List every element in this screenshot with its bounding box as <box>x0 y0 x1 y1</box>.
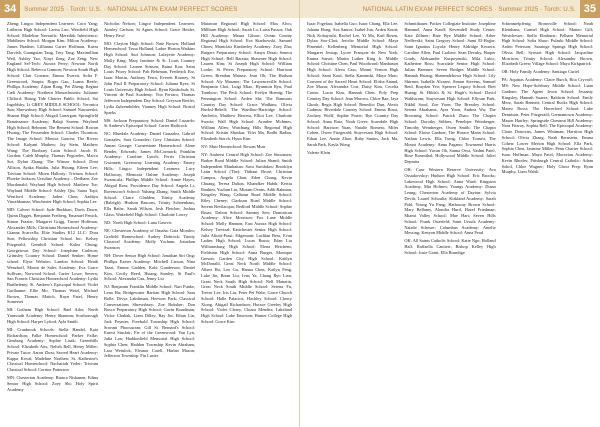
entry-paragraph: Zheng; Lingco Independent Learners: Coco Yang; Littleton High School: Larisa Luo; Westfield High School: Madeline Navratils; Meredith Inheritence; Middlesex School: Morgan Kim; Milton Academy: James Bradner, Lillianna Carter Hoffman, Kaera Darvish, Guangxian Tang, Trey Tang, Maximillian Weil, Ashley Yao, Xinyi Zeng, Zoe Zeng; New England Sel-Tech: Aurora Perry; Newton North High School: Rebecca Gannon; Newton South High School: Clair Corrane, Emma Everett, Sofia F. Greenwood, Soupir; Roger Gao, Luana Reefe; Phillips Academy: Zijian Rong, Pei Zheng; Regina Cæli Academy: Northern Massachusetts: Julianne Clifford; Rising Tide Charter Public School; Sai Ingoldsby, Li GREY MIDDLE SCHOOL: Veronica Sun; Shrewsbury High School: Samuel Nawazeshi; Sharon High School: Abigail Lonergan; Springfield Renaissance Academy; Balaji Soreen; Wayland High School; Belmont; The Bement School: Rowan Hwang; The Fessenden School: Charles Thornton; The Image School: Monica Gaucea; The Rivers School: Kalyani Mathew; Jay Stein, Matthew Wang; The Roxbury Latin School: Jacob B. Gordon; Caleb Murphy, Thomas Pogorelec, Marco Sui; Dylan Zhang; The Winsor School: Dora Allison, Ayaka Hatabu, Julia Hsiung, Eileen Lee; Trivium School: Miren Hallorty; Trivium School: Phoebe Jackson; Ursuline Academy – Dedham: Zoe Macdonald; Wayland High School: Matthew Tse; Wayland Middle School: Ashley Qiu, Saara Topi; Westford Academy: Jaden Chen, Aaditya Vinothkumar; Winchester High School: Sophia Lee <box>7 21 98 205</box>
entry-paragraph: MD: Calvert School: Jude Burkhart, Davis Dawn, Quinn Digges, Benjamin Freiberg, Emanuel Fenick, Simon Frazier, Margaret Grigg, Turner Hoffman, Alexander Mills; Christiana Homeschool Academy: Gianna Scarcella; Elite Studies K12 LLC: Dora Sun; Fellowship Christian School Inc: Kelsey Fitzgerald; Geenhill School: Kalea Chung; Georgetown Day School: Josephine Carleton; Grimsley Country School: Daniel Senker; Home school: Elyse Webster; Landon School: Heath Wenzhoff, Mount de Sales Academy: Eva Grace Sullivan; Norwood School: Carter Lowe; Severn; San Francis Christian Homeschool Academy: Lydia Barthelemy; St. Andrew's Episcopal School: Violet Guillaume; Ellie Mo, Thomas Wetzl, Michael Brown, Thomas Matich, Rayn Patel, Henry Somerset <box>7 207 98 305</box>
right-running-header: NATIONAL LATIN EXAM PERFECT SCORES · Summer 2025 · Torch: U.S. <box>362 5 576 13</box>
entry-paragraph: NE: Chesterton Academy of Omaha: Gaia Morales; Grafield Homeschool: Audrey Dobrock; Trinity Classical Academy: Molly Yochum, Jonathan Swanson <box>104 227 195 251</box>
entry-paragraph: Schmitthauer, Packer Collegiate Institute: Josephine Hammel, Anna Kauff; Kevendell Study Center; Kate Zillmer; Rate Bye Middle School: Arber Nedlevski; Saint Gregory School: Sami El-Hajjar; Saint Ignatius Loyola: Henry Aldridge Kessera, Caroline Allen, Paul Carlone, Sean Devaky, Harper Grady, Aleksander Kurpoyenski, Mila Lukic, Katherine Ross; Scarsdale Senior High School: Julian Bronner; Seven Bridges Middle School: Hannah Hsiang; Shenendehowa High School: Lily Shirmer, Isabella Alvarez, Simon Stevens, Samuel Reid, Brayden Yeo; Spencer Legacy School: Bret Huang; St. Hilda's & St. Hugh's School: David Wahlstrom; Stuyvesant High School: Ellysan Park, Nikhil Sood, Zoe Yoon; The Brearley School: Serena Abrahams, Ayra Yoon, Andrea Wu; The Browning School: Patrick Zhao; The Chapin School: Dorothy Stibbes, Penelope Weinberger, Timothy Weinberger, Owen Smith; The Chapin School: Eloise Gardner, The Horace Mann School: Nathan Lewis, Ella Tseng, Chloe Tousett, The Mount Academy: Anna Pagano; Townsend Harris High School: Yuvan Oh, Sanna Orva, Vashni Patel, Rose Rosenthal; Hollywood Middle School: Juliet Depratta <box>404 21 496 164</box>
entry-paragraph: MO: Clayton High School: Nate Brown; Holland Homeschool: Tessa Holland; Ladue Horton Watkins High School: Suri Johnson; Lafayette Academy: Molly King; Mary Institute & St. Louis Country Day School: Lauren Stinson; Raina Kou; Saint Louis Priory School: Pab Behrman, Frederick Erz, Isaac Martin, Anthony Ferra, Everett Rooney, St John Paul II Preparatory School: Juliana Ryes; St Louis University High School: Ryan Kindschuh; St. Vincent de Paul Academy: Vito Ferraro; Thomas Jefferson Independent Day School: Greyson Bretler, Lydia Zuhrendulder; Vianney High School: Bristol Sparks <box>104 40 195 115</box>
entry-paragraph: NY: Amherst Central High School: Zoe Simonsen; Barker Road Middle School: Julian Shand; Smith Independent Manhattan: Sava Saridakos; Brooklyn Latin School (The): Thibaut Brosé, Christian Campos, Angela Chan, Eden Chung, Kevin Chuang, Teresa Dalton, Khandker Habib, Kerttu Ibrahim, Yuchun Liu, Miriam Ovans, Adib Rahman, Kingsley Wang; Calhoun Road Middle School: Riley Cheney; Clarkson Road Middle School: Serena Bevilacqua; Bedford Middle School: Sophie Bruas; Dalton School: Sammy Sen; Dominican Academy: Alice Morrison; Fox Lane Middle School: Molly Hannon; East Aurora High School: Kelsey Trevizal; Eastchester Senior High School: Julia Aliotti-Passi; Edgemont: Lachlan Bess, Evan Ladies High School; Lucas Russo; Edan Liu Williamsburg High School: Elena Hetchens; Fieldston High School: Anna Burges, Monique Gerson; Garden City High School: Kaitlyn McDonald, Great Neck North Middle School: Albert Hu, Leo Gu, Hanna Chen, Kailyn Feng, Luke Jin, Brian Liu, Ivan Ya, Chang Ryo Lian; Great Neck South High School: Nell Manarin, Great Neck South Middle School: Serena Fu, Trevor Lee, Iris Liu, Peter Pei Wahr; Grace Church School: Halle Palacios; Hackley School: Cherry Xiong, Abigail Richardson; Horace Greeley High School: Violet Cleary, Chiara Mendez; Lakeland High School: Luke Emerson; Hunter College High School: Grace Kim <box>201 152 292 324</box>
left-column-2 <box>101 21 198 422</box>
entry-paragraph: NC: Bluedale Academy: Daniel Gonzalez, Gabriel Gonzales; Sara Gonzalez; Grey Christian School: Annan George; Cornerstone Homeschool: Alene Bender, Edwards; James McCormack; Franklin Academy: Caroline Lynch; Ferris Christian Gwinnett; Greenway Learning Academy: Emery Hills; Lingco Independent Learners: Lucy Holloway; Memoria Online Academy: Joseph Swanscala; Phillips Middle School: Annie Hayes, Abigail Ross; Providence Day School: Angela Li, Ravenscroft School: Yuhang Zhang; Smith Middle School: Claire Gladden; Trinity Academy (Raleigh): Hudson Bascom, Trinity Schoenhaus, Ella Bathe, Sarah Wilson, Josh Fletcher, Joshua Glass; Wakefield High School: Charlotte Lowry <box>104 131 195 217</box>
entry-paragraph: Isaac Fogelaar, Isabella Guo; Isaac Chang, Ella Lee, Johann Hong; Ava Santos; Isabel Jun, Arden Knott; Nick Kobayashi, Rachel Lee, Yi Mu, Karl Rosen, Dylan Soo-Choi; Jericho Middle School: Maya Pimentel; Kellenberg Memorial High School: Margaret Jessup; Lycee Français de New York: Emma Sarsot; Martin Luther King Jr. Middle School: Christine Chen, Paul Woodward; Manhasset High School: Alexa Cass; Mount Vernon High School: Sami Koul, Stella Kaminski, Maya Mrac; Convent of the Sacred Heart School: Elisha Anand, Zoe Mazur, Alexandra Corr, Daisy Kim, Cecelia Castro, Lucia Kim, Hannah Chen; Poly Prep Country Day School: Jean Morrow, Chloe Bae, Jaya Ghosh; Regis High School: Benedict Dun, Alexis Cadmus; Riverdale Country School: Emma Rossi, Zachary Wolff, Sophie Porter; Rye Country Day School: Anna Ruiz, Noah Greer; Scarsdale High School: Harrison Yuan, Natalie Romero, Miles Cohen, Owen Fitzgerald; Stuyvesant High School: Ethan Lee, Annie Zhao, Ruby Santos, Jack Ma, Sarah Park, Kayla Wong <box>307 21 399 147</box>
entry-paragraph: OH: Case Western Reserve University: Ava Ossiakovskiy; Hudson High School: Eric Brooks; Lakewood High School: Anna Ward; Kingston Academy, Mia Holmes; Youngs Academy: Diana Leung; Chesterton Academy of Dayton: Sylvia Devitt, Laurel Schoultz; Kirkland Academy: Sarah Pohl, Young Yu Pang; Hathaway Brown School: Mary Bellamy, Alondra Hurd, Hazel Friedman; Miami Valley School: Mae Hart; Seven Hills School: Frank Osterfeld; Saint Ursula Academy: Natalie Scheuer; Columbus Academy: Amelie Messing; Kenyon Middle School: Anna Pearl <box>404 167 496 236</box>
left-page-header <box>0 0 299 18</box>
right-page <box>300 0 600 427</box>
entry-paragraph: MN: Chesterton Academy: Bianca Niskanen; Edina Senior High School: Zoey Shi; Holy Spirit Academy <box>7 375 98 392</box>
entry-paragraph: NJ: Benjamin Franklin Middle School: Nari Funke, Lena Hu; Bridgewater Raritan High School: Sara Bolle, Divya Lakshman, Heewon Park; Classical Conversations Shrewsbury: Zoe Boksher; Don Bosco Preparatory High School: Gavin Boardman, Victor Chubak, Liam Dilley, Ray Jin, Ethan Lin, Jack Poynter; Freehold Township High School: Sravani Phoosuram; Gill St. Bernard's School: Ernest Sinclair; Fie of the Greenwood: Yan Lyn, Julia Lan; Haddonfield Memorial High School: Sophia Chen; Haddon Township Kevin Abraham, Lara Weinlick, Eleanor Carell, Harlan Mason; Jefferson Township: Fin Luster <box>104 284 195 359</box>
entry-paragraph: Valerie Klein <box>307 149 331 155</box>
left-column-3 <box>198 21 295 422</box>
left-running-header: Summer 2025 · Torch: U.S. · NATIONAL LATIN EXAM PERFECT SCORES <box>24 5 238 13</box>
right-column-1 <box>304 21 401 422</box>
entry-paragraph: OR: Holy Family Academy: Santiago Curiel <box>501 69 579 75</box>
entry-paragraph: MI: Cranbrook Schools: Stella Handel, Kaia Richardson; Falke Homeschool: Parker Falke; Ginsburg Academy: Sophie Lisak; Greenhills School: Elizabeth Arts, Nelieh Bell, Henry Miller; Private Tutor: Aaron Zhou; Sacred Heart Academy; Kappa Koval; Madeline Northen; St. Katherine's Classical Homeschool: Nachariah Yoder; Trivium Classical School: Corrine Patterson <box>7 326 98 373</box>
right-page-number: 35 <box>580 0 600 18</box>
entry-paragraph: MS: Jackson Preparatory School: Daniel Luzardo; St Andrew's Episcopal School: Carter Hathcock <box>104 117 195 129</box>
right-columns <box>300 18 600 422</box>
entry-paragraph: Schimmelpfenig; Bronxville School: Noah Kleinhans; Carmel High School: Matteo Gill; Westchester: Stella Elmhurst; Pelham Memorial High School: Sofia Shaw; Pulaski Middle School: Arden Peterson; Saratoga Springs High School: Olivia Bell; Syosset High School: Jacqueline Morrison; Trinity School: Alexander Brown, Elizabeth Green; Village School: Maya Kirkpatrick <box>501 21 593 67</box>
entry-paragraph: NV: Muir Homeschool: Rowan Muir <box>201 144 266 150</box>
left-page-number: 34 <box>0 0 20 18</box>
entry-paragraph: Matawan Regional High School: Max Alws; Millburn High School: Sarah Lo, Luisa Passos; Oak Hill Academy: Maura Gilson; Ocean County Regional High School: Eva Skadrowski, Samuel Clines; Montclair Kimberley Academy: Zoey Zhu; Rutgers Preparatory School: Aanya Desai; Seneca High School: Bell Baratta; Shawnee High School: Lauren Kim; St Joseph High School: William Looke; St Peters Preparatory School: Harrison Green, Brendan Matuse, Jean Oh; The Hudson School: Aly Marzner; The Lawrenceville School: Benjamin Choi, Luigi Miao, Hyunmin Ryu, Paul Turnbow; The Peck School: Evelyn Hoenig; The Pennington School: Arden Shi; The Ramsons Country Day School: Grace Wadkins; Olivia Bucksl-Bekelf; The Wardlaw-Hartridge School: Anchetta, Matthew Herrera, Elliot Lee, Charlotte Swartz; Wall High School: Avonlee McInnes, William Allen; Watchung Hills Regional High School: Kristin Shaxkar, Yifei Ma, Bodhi Radim, Elizabeth Storch, Hyun Kim <box>201 21 292 141</box>
entry-paragraph: ND: North High School: Luna Gasevic <box>104 219 172 225</box>
entry-paragraph: MI: Gotham High School: Rael Atler, North Yarmouth Academy: Henry Shannon; Scarborough High School: Harper Lyford, Ayla Smith <box>7 307 98 324</box>
left-columns <box>0 18 299 422</box>
entry-paragraph: PA: Aquinas Academy: Claire Burch, Rita Cryvoff; MS: New Hope-Solebury Middle School: Liam Gardner; The Agnes Irwin School: Jessamy Kingsley, Hannah Suarez; Baldwin School: Emily Merz, Sarah Bennett; Central Bucks High School: Mateo Rossi; The Haverford School: Luke Dennison, Peter Fitzgerald; Germantown Academy: Mason Hartley; Springside Chestnut Hill Academy: Nora Fitzroy, Sophia Bell; The Episcopal Academy: Claire Donovan, James Whitman; Harriton High School: Olivia Zhang, Noah Bernstein, Emma Cohen; Lower Merion High School: Ella Park, Sophia Chen, Jasmine Miller; Penn Charter School: Isaac Hoffman, Maya Patel; Moravian Academy: Kevin Rhodes; Pittsburgh Central Catholic: Adam Sokol, Chloe Wagner; Holy Ghost Prep: Ryan Murphy, Liam Walsh <box>501 77 593 175</box>
entry-paragraph: OK: All Saints Catholic School: Katie Ngo; Holland Hall: Raffaella Cantieri; Bishop Kelley High School: Josie Grant, Ella Brundige <box>404 238 496 255</box>
entry-paragraph: NH: Dover Senior High School: Jonathan Siri Ong; Phillips Exeter Academy: Mitchell Carson, Nina Tazzi, Emma Gadden, Kohi Gunderson, Daniel Kim, Cecily Reed, Hsiang Stanley; St Paul's School: Alexandra Cau, Jenny Liu <box>104 253 195 282</box>
right-page-header <box>300 0 600 18</box>
entry-paragraph: Nicholas Nelson; Lingco Independent Learners: Ainsley Carlson; St Agnes School: Grace Heider, Henry Pawl <box>104 21 195 38</box>
left-column-1 <box>4 21 101 422</box>
right-column-2 <box>401 21 498 422</box>
right-column-3 <box>499 21 596 422</box>
